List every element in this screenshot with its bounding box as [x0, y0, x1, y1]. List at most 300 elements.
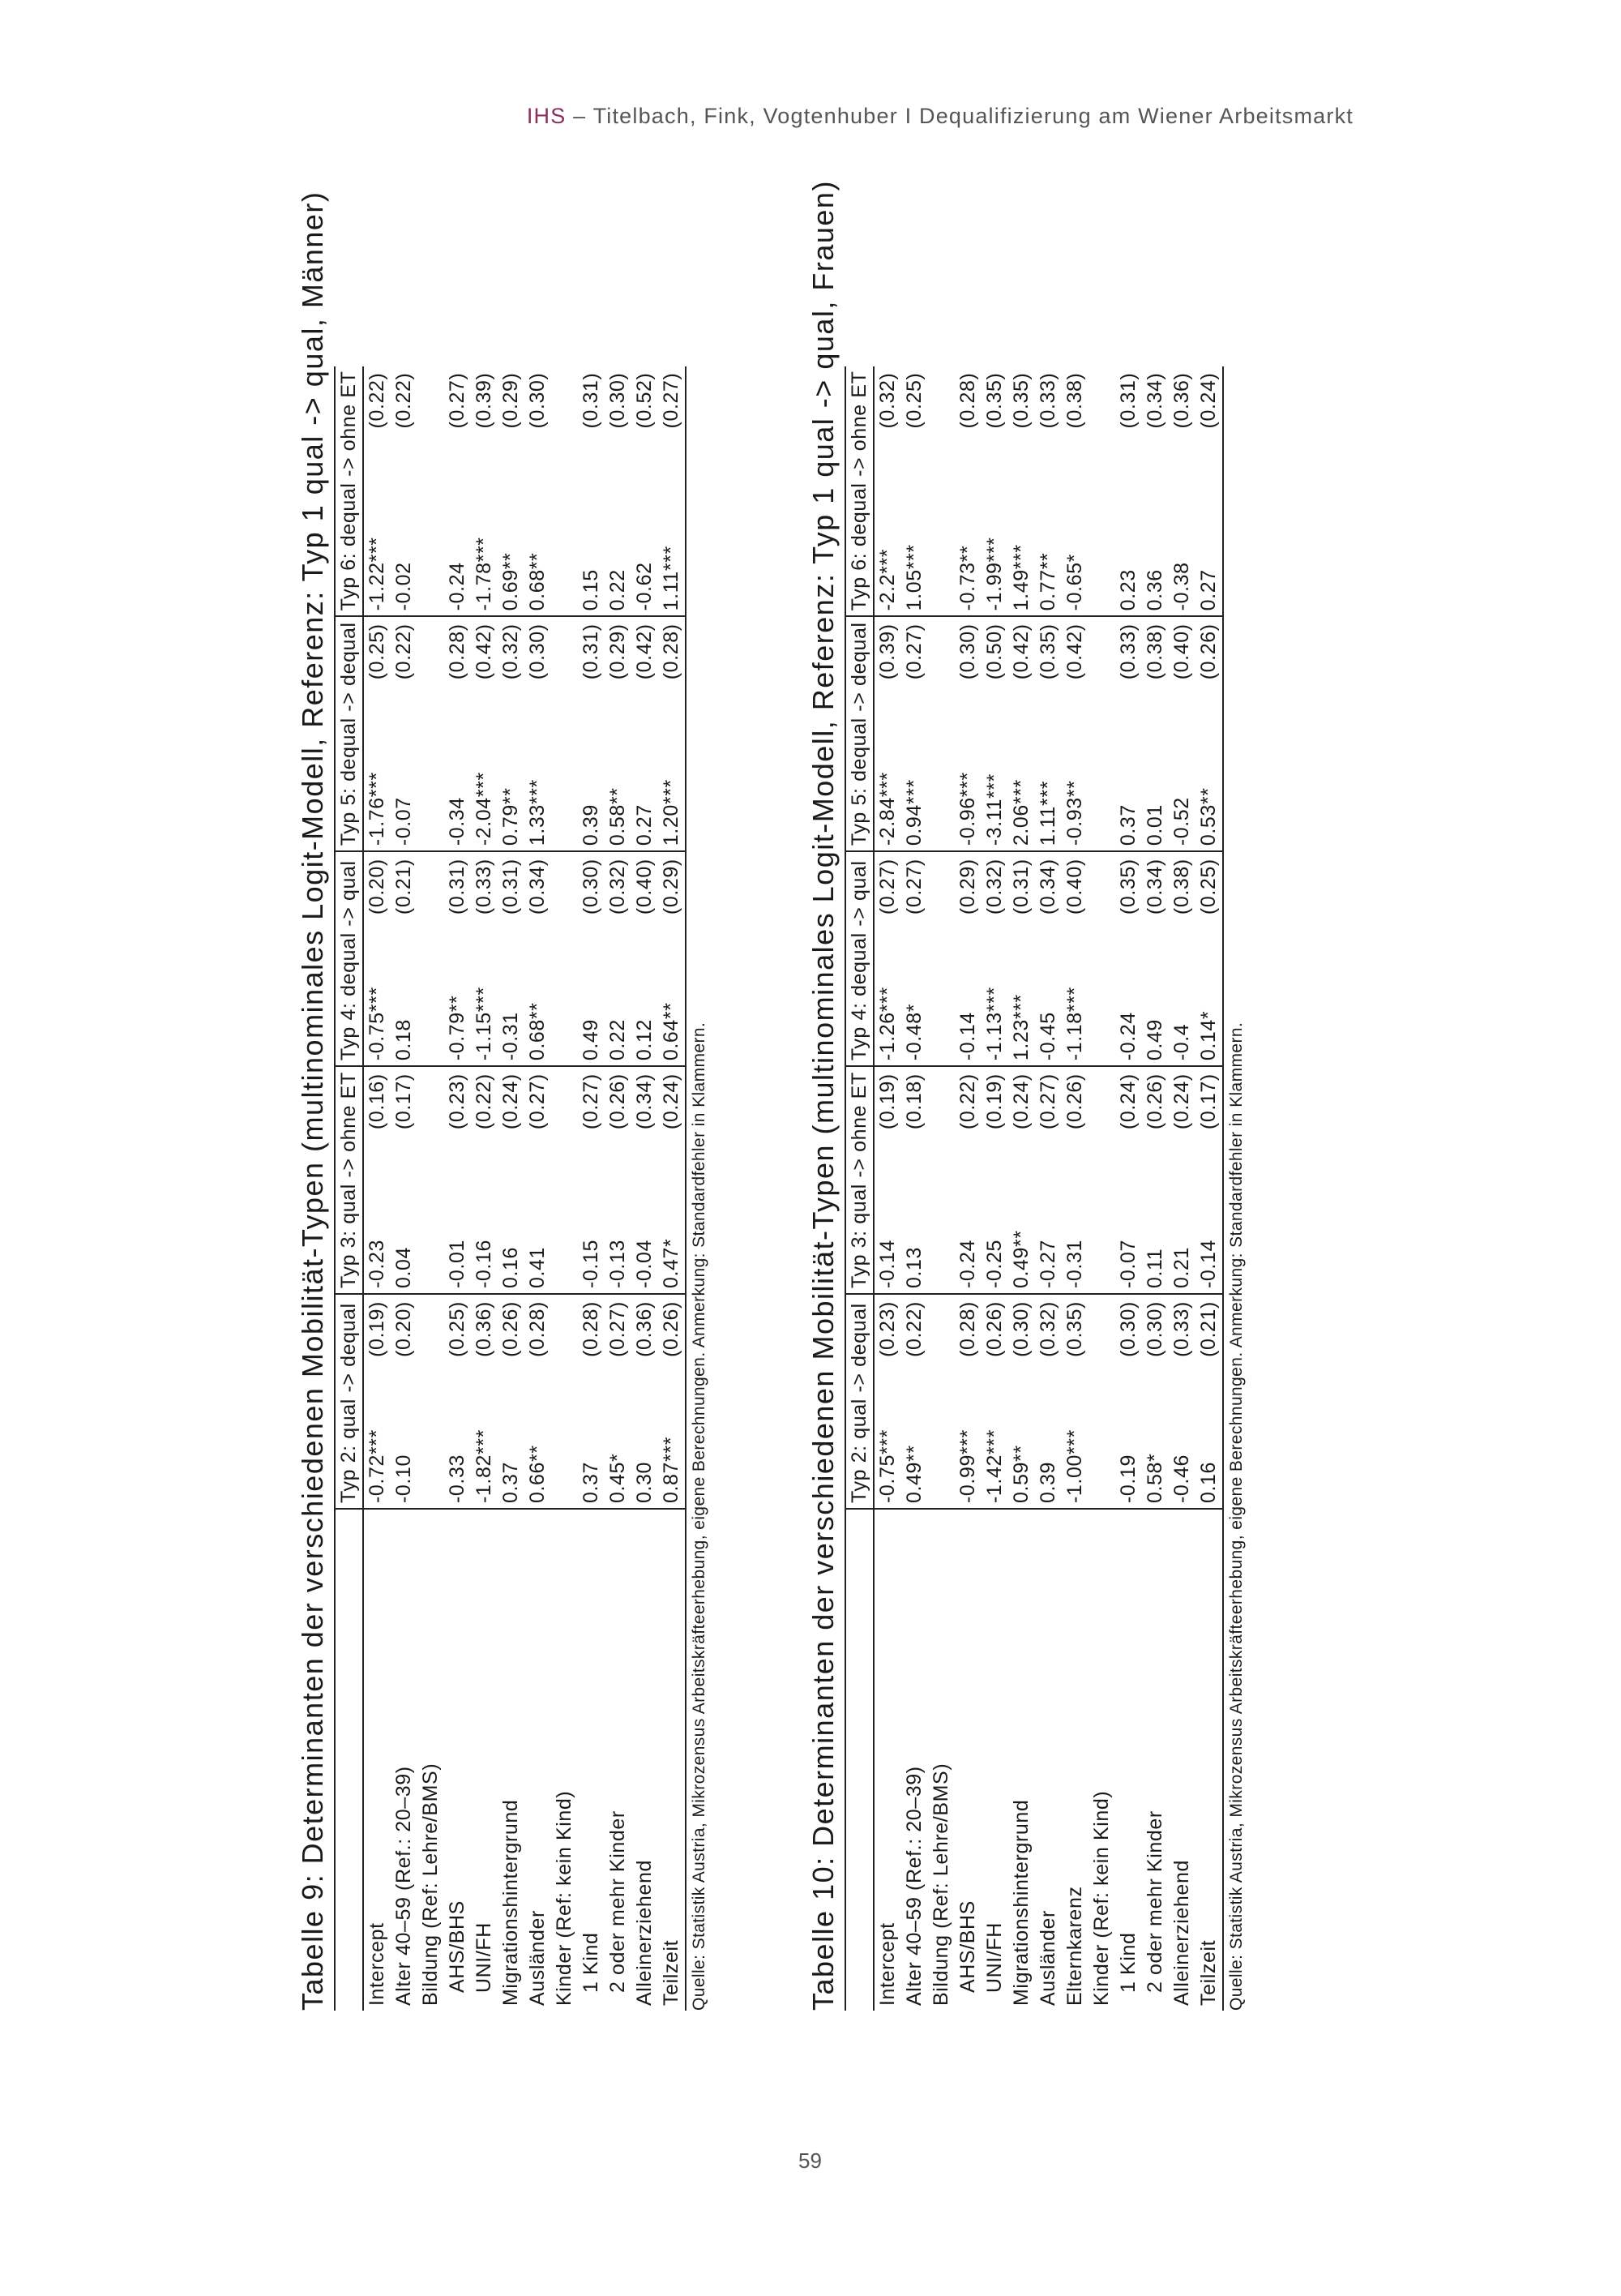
- standard-error-cell: (0.26): [606, 1073, 629, 1130]
- standard-error-cell: [1089, 366, 1115, 495]
- column-header: Typ 2: qual -> dequal: [335, 1294, 363, 1509]
- row-label: 2 oder mehr Kinder: [606, 1810, 629, 1993]
- standard-error-cell: [417, 1066, 444, 1184]
- coefficient-cell: -0.16: [471, 1184, 498, 1294]
- standard-error-cell: (0.28): [956, 1301, 979, 1357]
- row-label: Alter 40–59 (Ref.: 20–39): [392, 1766, 415, 2006]
- table-row: [1008, 366, 1035, 2011]
- standard-error-cell: (0.24): [499, 1073, 522, 1130]
- coefficient-cell: -0.01: [444, 1184, 471, 1294]
- coefficient-cell: 2.06***: [1008, 738, 1035, 851]
- standard-error-cell: (0.20): [366, 859, 388, 915]
- column-header: Typ 4: dequal -> qual: [845, 851, 874, 1066]
- standard-error-cell: (0.17): [392, 1073, 415, 1130]
- table-row: [1195, 366, 1223, 2011]
- standard-error-cell: [551, 1066, 578, 1184]
- coefficient-cell: 0.49: [578, 962, 605, 1066]
- coefficient-cell: -0.24: [444, 495, 471, 617]
- coefficient-cell: -1.15***: [471, 962, 498, 1066]
- standard-error-cell: (0.22): [956, 1073, 979, 1130]
- standard-error-cell: (0.32): [876, 372, 899, 429]
- table-row: [524, 366, 551, 2011]
- standard-error-cell: (0.29): [956, 859, 979, 915]
- coefficient-cell: 0.69**: [498, 495, 524, 617]
- row-label: AHS/BHS: [956, 1900, 979, 1993]
- standard-error-cell: (0.28): [526, 1301, 549, 1357]
- table9: [334, 366, 686, 2011]
- coefficient-cell: 0.39: [578, 738, 605, 851]
- coefficient-cell: [1089, 738, 1115, 851]
- coefficient-cell: 0.15: [578, 495, 605, 617]
- row-label: Teilzeit: [658, 1509, 686, 2011]
- coefficient-cell: 0.87***: [658, 1405, 686, 1509]
- coefficient-cell: -0.14: [874, 1184, 901, 1294]
- coefficient-cell: -1.99***: [982, 495, 1008, 617]
- coefficient-cell: 1.49***: [1008, 495, 1035, 617]
- coefficient-cell: -0.13: [605, 1184, 631, 1294]
- standard-error-cell: [1089, 616, 1115, 738]
- coefficient-cell: 0.16: [498, 1184, 524, 1294]
- coefficient-cell: -0.72***: [363, 1405, 391, 1509]
- coefficient-cell: [551, 738, 578, 851]
- column-header: Typ 3: qual -> ohne ET: [845, 1066, 874, 1294]
- coefficient-cell: 0.11: [1142, 1184, 1169, 1294]
- standard-error-cell: (0.19): [366, 1301, 388, 1357]
- coefficient-cell: [417, 1184, 444, 1294]
- coefficient-cell: [1089, 962, 1115, 1066]
- standard-error-cell: (0.42): [1010, 623, 1033, 680]
- running-header: [527, 104, 1354, 129]
- standard-error-cell: (0.35): [983, 372, 1006, 429]
- standard-error-cell: (0.18): [903, 1073, 926, 1130]
- coefficient-cell: 0.59**: [1008, 1405, 1035, 1509]
- standard-error-cell: (0.31): [446, 859, 468, 915]
- standard-error-cell: [928, 1294, 955, 1405]
- coefficient-cell: -0.99***: [955, 1405, 982, 1509]
- coefficient-cell: [928, 1405, 955, 1509]
- standard-error-cell: (0.27): [526, 1073, 549, 1130]
- standard-error-cell: (0.33): [1170, 1301, 1193, 1357]
- coefficient-cell: [551, 495, 578, 617]
- standard-error-cell: (0.33): [1117, 623, 1140, 680]
- coefficient-cell: 0.47*: [658, 1184, 686, 1294]
- table-row: [391, 366, 417, 2011]
- standard-error-cell: (0.28): [446, 623, 468, 680]
- standard-error-cell: [1089, 1066, 1115, 1184]
- standard-error-cell: (0.27): [1037, 1073, 1059, 1130]
- coefficient-cell: -3.11***: [982, 738, 1008, 851]
- coefficient-cell: [551, 962, 578, 1066]
- standard-error-cell: (0.22): [473, 1073, 495, 1130]
- group-row: [928, 366, 955, 2011]
- coefficient-cell: -0.10: [391, 1405, 417, 1509]
- table-row: [1142, 366, 1169, 2011]
- coefficient-cell: 0.30: [631, 1405, 658, 1509]
- row-label: Kinder (Ref: kein Kind): [1090, 1790, 1113, 2006]
- standard-error-cell: [417, 616, 444, 738]
- table9-title: Tabelle 9: Determinanten der verschiedenen Mobilität-Typen (multinominales Logit-Modell, Referenz: Typ 1 qual -> qual, Männer): [296, 191, 329, 2011]
- column-header: Typ 5: dequal -> dequal: [335, 616, 363, 851]
- coefficient-cell: 0.04: [391, 1184, 417, 1294]
- row-label: Intercept: [366, 1922, 388, 2006]
- standard-error-cell: (0.36): [633, 1301, 656, 1357]
- coefficient-cell: [928, 1184, 955, 1294]
- standard-error-cell: (0.42): [473, 623, 495, 680]
- coefficient-cell: [928, 495, 955, 617]
- coefficient-cell: -0.62: [631, 495, 658, 617]
- standard-error-cell: (0.23): [876, 1301, 899, 1357]
- standard-error-cell: (0.31): [1010, 859, 1033, 915]
- standard-error-cell: (0.21): [1195, 1294, 1223, 1405]
- row-label: Alleinerziehend: [633, 1860, 656, 2006]
- coefficient-cell: -1.13***: [982, 962, 1008, 1066]
- table9-source: Quelle: Statistik Austria, Mikrozensus Arbeitskräfteerhebung, eigene Berechnungen. Anmerkung: Standardfehler in Klammern.: [690, 1022, 708, 2011]
- standard-error-cell: (0.34): [1144, 372, 1166, 429]
- coefficient-cell: 0.14*: [1195, 962, 1223, 1066]
- coefficient-cell: 0.22: [605, 962, 631, 1066]
- table10-title: Tabelle 10: Determinanten der verschiedenen Mobilität-Typen (multinominales Logit-Modell, Referenz: Typ 1 qual -> qual, Frauen): [806, 180, 840, 2011]
- column-header: Typ 3: qual -> ohne ET: [335, 1066, 363, 1294]
- coefficient-cell: 0.41: [524, 1184, 551, 1294]
- coefficient-cell: 0.18: [391, 962, 417, 1066]
- standard-error-cell: (0.31): [580, 623, 602, 680]
- coefficient-cell: -0.4: [1169, 962, 1195, 1066]
- standard-error-cell: (0.22): [366, 372, 388, 429]
- coefficient-cell: 0.68**: [524, 962, 551, 1066]
- standard-error-cell: (0.32): [1037, 1301, 1059, 1357]
- standard-error-cell: [928, 1066, 955, 1184]
- standard-error-cell: (0.39): [473, 372, 495, 429]
- coefficient-cell: [417, 738, 444, 851]
- row-label: 2 oder mehr Kinder: [1144, 1810, 1166, 1993]
- coefficient-cell: 0.49**: [1008, 1184, 1035, 1294]
- standard-error-cell: (0.28): [658, 616, 686, 738]
- coefficient-cell: 0.37: [498, 1405, 524, 1509]
- group-row: [551, 366, 578, 2011]
- standard-error-cell: (0.21): [392, 859, 415, 915]
- group-row: [1089, 366, 1115, 2011]
- row-label: 1 Kind: [580, 1932, 602, 1993]
- standard-error-cell: (0.38): [1144, 623, 1166, 680]
- standard-error-cell: [417, 851, 444, 962]
- standard-error-cell: [928, 616, 955, 738]
- standard-error-cell: (0.26): [499, 1301, 522, 1357]
- standard-error-cell: (0.40): [633, 859, 656, 915]
- standard-error-cell: (0.30): [1117, 1301, 1140, 1357]
- coefficient-cell: 0.12: [631, 962, 658, 1066]
- standard-error-cell: (0.39): [876, 623, 899, 680]
- row-label: Bildung (Ref: Lehre/BMS): [419, 1763, 442, 2006]
- standard-error-cell: [417, 366, 444, 495]
- coefficient-cell: -0.48*: [901, 962, 928, 1066]
- coefficient-cell: [417, 495, 444, 617]
- standard-error-cell: (0.24): [1195, 366, 1223, 495]
- coefficient-cell: 0.23: [1115, 495, 1142, 617]
- coefficient-cell: -0.02: [391, 495, 417, 617]
- coefficient-cell: -0.07: [391, 738, 417, 851]
- header-text: – Titelbach, Fink, Vogtenhuber I Dequalifizierung am Wiener Arbeitsmarkt: [566, 104, 1354, 128]
- standard-error-cell: (0.27): [658, 366, 686, 495]
- coefficient-cell: -0.15: [578, 1184, 605, 1294]
- coefficient-cell: -0.73**: [955, 495, 982, 617]
- standard-error-cell: (0.31): [580, 372, 602, 429]
- standard-error-cell: (0.30): [1144, 1301, 1166, 1357]
- table9-section: [292, 191, 709, 2011]
- coefficient-cell: 0.39: [1035, 1405, 1062, 1509]
- standard-error-cell: (0.24): [658, 1066, 686, 1184]
- standard-error-cell: (0.35): [1063, 1301, 1086, 1357]
- standard-error-cell: (0.40): [1170, 623, 1193, 680]
- coefficient-cell: -1.42***: [982, 1405, 1008, 1509]
- coefficient-cell: [417, 1405, 444, 1509]
- row-label: Bildung (Ref: Lehre/BMS): [930, 1763, 952, 2006]
- coefficient-cell: 0.36: [1142, 495, 1169, 617]
- table10-section: [802, 180, 1247, 2011]
- standard-error-cell: (0.27): [606, 1301, 629, 1357]
- coefficient-cell: 0.53**: [1195, 738, 1223, 851]
- standard-error-cell: (0.26): [983, 1301, 1006, 1357]
- standard-error-cell: (0.33): [1037, 372, 1059, 429]
- standard-error-cell: (0.22): [392, 623, 415, 680]
- row-label: Migrationshintergrund: [1010, 1799, 1033, 2006]
- row-label: UNI/FH: [473, 1922, 495, 1993]
- coefficient-cell: 0.22: [605, 495, 631, 617]
- coefficient-cell: -1.82***: [471, 1405, 498, 1509]
- coefficient-cell: 0.21: [1169, 1184, 1195, 1294]
- coefficient-cell: 0.49**: [901, 1405, 928, 1509]
- standard-error-cell: (0.52): [633, 372, 656, 429]
- coefficient-cell: 0.58**: [605, 738, 631, 851]
- row-label: Alter 40–59 (Ref.: 20–39): [903, 1766, 926, 2006]
- table-row: [444, 366, 471, 2011]
- standard-error-cell: (0.36): [1170, 372, 1193, 429]
- coefficient-cell: [928, 738, 955, 851]
- standard-error-cell: (0.22): [392, 372, 415, 429]
- coefficient-cell: -0.75***: [874, 1405, 901, 1509]
- standard-error-cell: (0.28): [580, 1301, 602, 1357]
- corner-cell: [335, 1509, 363, 2011]
- standard-error-cell: [928, 366, 955, 495]
- standard-error-cell: [551, 366, 578, 495]
- standard-error-cell: (0.26): [658, 1294, 686, 1405]
- coefficient-cell: -0.65*: [1062, 495, 1089, 617]
- standard-error-cell: (0.30): [956, 623, 979, 680]
- coefficient-cell: -0.24: [1115, 962, 1142, 1066]
- standard-error-cell: (0.19): [876, 1073, 899, 1130]
- coefficient-cell: 1.11***: [1035, 738, 1062, 851]
- page-number: 59: [798, 2148, 822, 2173]
- header-brand: IHS: [526, 104, 567, 128]
- coefficient-cell: -1.00***: [1062, 1405, 1089, 1509]
- standard-error-cell: (0.34): [1037, 859, 1059, 915]
- coefficient-cell: 0.45*: [605, 1405, 631, 1509]
- coefficient-cell: -0.38: [1169, 495, 1195, 617]
- coefficient-cell: -0.25: [982, 1184, 1008, 1294]
- row-label: Elternkarenz: [1063, 1886, 1086, 2006]
- coefficient-cell: 1.23***: [1008, 962, 1035, 1066]
- table-row: [605, 366, 631, 2011]
- standard-error-cell: (0.26): [1063, 1073, 1086, 1130]
- coefficient-cell: 1.11***: [658, 495, 686, 617]
- table-row: [1169, 366, 1195, 2011]
- coefficient-cell: [928, 962, 955, 1066]
- coefficient-cell: [551, 1405, 578, 1509]
- standard-error-cell: (0.27): [903, 623, 926, 680]
- coefficient-cell: -0.14: [955, 962, 982, 1066]
- coefficient-cell: -1.78***: [471, 495, 498, 617]
- table-row: [363, 366, 391, 2011]
- column-header: Typ 6: dequal -> ohne ET: [335, 366, 363, 617]
- table-row: [982, 366, 1008, 2011]
- standard-error-cell: (0.30): [526, 623, 549, 680]
- coefficient-cell: -0.27: [1035, 1184, 1062, 1294]
- standard-error-cell: (0.32): [499, 623, 522, 680]
- standard-error-cell: (0.31): [499, 859, 522, 915]
- standard-error-cell: (0.34): [526, 859, 549, 915]
- table-row: [498, 366, 524, 2011]
- table-row: [1062, 366, 1089, 2011]
- standard-error-cell: (0.29): [499, 372, 522, 429]
- standard-error-cell: [417, 1294, 444, 1405]
- column-header: Typ 2: qual -> dequal: [845, 1294, 874, 1509]
- coefficient-cell: 0.79**: [498, 738, 524, 851]
- header-row: [335, 366, 363, 2011]
- coefficient-cell: 0.77**: [1035, 495, 1062, 617]
- standard-error-cell: (0.19): [983, 1073, 1006, 1130]
- coefficient-cell: -0.96***: [955, 738, 982, 851]
- coefficient-cell: 0.58*: [1142, 1405, 1169, 1509]
- coefficient-cell: -0.31: [1062, 1184, 1089, 1294]
- standard-error-cell: (0.35): [1010, 372, 1033, 429]
- coefficient-cell: 0.49: [1142, 962, 1169, 1066]
- standard-error-cell: [551, 851, 578, 962]
- rotated-content: [292, 180, 1605, 2011]
- coefficient-cell: 0.37: [578, 1405, 605, 1509]
- standard-error-cell: [928, 851, 955, 962]
- coefficient-cell: -1.18***: [1062, 962, 1089, 1066]
- standard-error-cell: (0.27): [876, 859, 899, 915]
- standard-error-cell: [1089, 851, 1115, 962]
- standard-error-cell: (0.30): [580, 859, 602, 915]
- coefficient-cell: 1.05***: [901, 495, 928, 617]
- table-row: [874, 366, 901, 2011]
- coefficient-cell: 0.27: [631, 738, 658, 851]
- coefficient-cell: [1089, 1405, 1115, 1509]
- standard-error-cell: (0.35): [1117, 859, 1140, 915]
- corner-cell: [845, 1509, 874, 2011]
- coefficient-cell: -0.34: [444, 738, 471, 851]
- coefficient-cell: -0.31: [498, 962, 524, 1066]
- row-label: Teilzeit: [1195, 1509, 1223, 2011]
- coefficient-cell: -2.2***: [874, 495, 901, 617]
- row-label: 1 Kind: [1117, 1932, 1140, 1993]
- coefficient-cell: -1.22***: [363, 495, 391, 617]
- row-label: Ausländer: [526, 1910, 549, 2006]
- coefficient-cell: -0.33: [444, 1405, 471, 1509]
- coefficient-cell: 0.13: [901, 1184, 928, 1294]
- coefficient-cell: -0.04: [631, 1184, 658, 1294]
- coefficient-cell: 0.37: [1115, 738, 1142, 851]
- standard-error-cell: (0.32): [983, 859, 1006, 915]
- column-header: Typ 5: dequal -> dequal: [845, 616, 874, 851]
- coefficient-cell: -0.75***: [363, 962, 391, 1066]
- coefficient-cell: -0.23: [363, 1184, 391, 1294]
- standard-error-cell: (0.36): [473, 1301, 495, 1357]
- row-label: Ausländer: [1037, 1910, 1059, 2006]
- table10-source: Quelle: Statistik Austria, Mikrozensus Arbeitskräfteerhebung, eigene Berechnungen. Anmerkung: Standardfehler in Klammern.: [1227, 1022, 1246, 2011]
- standard-error-cell: (0.28): [956, 372, 979, 429]
- standard-error-cell: (0.25): [446, 1301, 468, 1357]
- coefficient-cell: -0.19: [1115, 1405, 1142, 1509]
- coefficient-cell: 0.64**: [658, 962, 686, 1066]
- column-header: Typ 6: dequal -> ohne ET: [845, 366, 874, 617]
- coefficient-cell: -0.52: [1169, 738, 1195, 851]
- table-row: [1115, 366, 1142, 2011]
- coefficient-cell: 0.94***: [901, 738, 928, 851]
- coefficient-cell: 0.16: [1195, 1405, 1223, 1509]
- row-label: Alleinerziehend: [1170, 1860, 1193, 2006]
- standard-error-cell: (0.27): [446, 372, 468, 429]
- standard-error-cell: (0.34): [1144, 859, 1166, 915]
- standard-error-cell: (0.38): [1170, 859, 1193, 915]
- table-row: [631, 366, 658, 2011]
- coefficient-cell: [417, 962, 444, 1066]
- row-label: AHS/BHS: [446, 1900, 468, 1993]
- coefficient-cell: -2.84***: [874, 738, 901, 851]
- standard-error-cell: (0.27): [580, 1073, 602, 1130]
- coefficient-cell: -0.79**: [444, 962, 471, 1066]
- coefficient-cell: 1.20***: [658, 738, 686, 851]
- table10: [845, 366, 1224, 2011]
- column-header: Typ 4: dequal -> qual: [335, 851, 363, 1066]
- standard-error-cell: (0.23): [446, 1073, 468, 1130]
- coefficient-cell: 0.68**: [524, 495, 551, 617]
- coefficient-cell: 0.66**: [524, 1405, 551, 1509]
- coefficient-cell: [551, 1184, 578, 1294]
- standard-error-cell: (0.29): [606, 623, 629, 680]
- table-row: [1035, 366, 1062, 2011]
- coefficient-cell: -0.46: [1169, 1405, 1195, 1509]
- row-label: Kinder (Ref: kein Kind): [553, 1790, 575, 2006]
- standard-error-cell: (0.27): [903, 859, 926, 915]
- coefficient-cell: 1.33***: [524, 738, 551, 851]
- standard-error-cell: [551, 616, 578, 738]
- table-row: [901, 366, 928, 2011]
- header-row: [845, 366, 874, 2011]
- table-row: [578, 366, 605, 2011]
- coefficient-cell: 0.01: [1142, 738, 1169, 851]
- standard-error-cell: (0.32): [606, 859, 629, 915]
- standard-error-cell: (0.38): [1063, 372, 1086, 429]
- standard-error-cell: (0.33): [473, 859, 495, 915]
- row-label: Migrationshintergrund: [499, 1799, 522, 2006]
- coefficient-cell: -0.07: [1115, 1184, 1142, 1294]
- standard-error-cell: (0.30): [1010, 1301, 1033, 1357]
- standard-error-cell: (0.24): [1170, 1073, 1193, 1130]
- standard-error-cell: [1089, 1294, 1115, 1405]
- standard-error-cell: (0.34): [633, 1073, 656, 1130]
- table-row: [658, 366, 686, 2011]
- standard-error-cell: (0.25): [1195, 851, 1223, 962]
- coefficient-cell: -0.93**: [1062, 738, 1089, 851]
- row-label: Intercept: [876, 1922, 899, 2006]
- table-row: [471, 366, 498, 2011]
- coefficient-cell: -0.14: [1195, 1184, 1223, 1294]
- standard-error-cell: (0.17): [1195, 1066, 1223, 1184]
- standard-error-cell: (0.20): [392, 1301, 415, 1357]
- standard-error-cell: (0.42): [633, 623, 656, 680]
- standard-error-cell: (0.29): [658, 851, 686, 962]
